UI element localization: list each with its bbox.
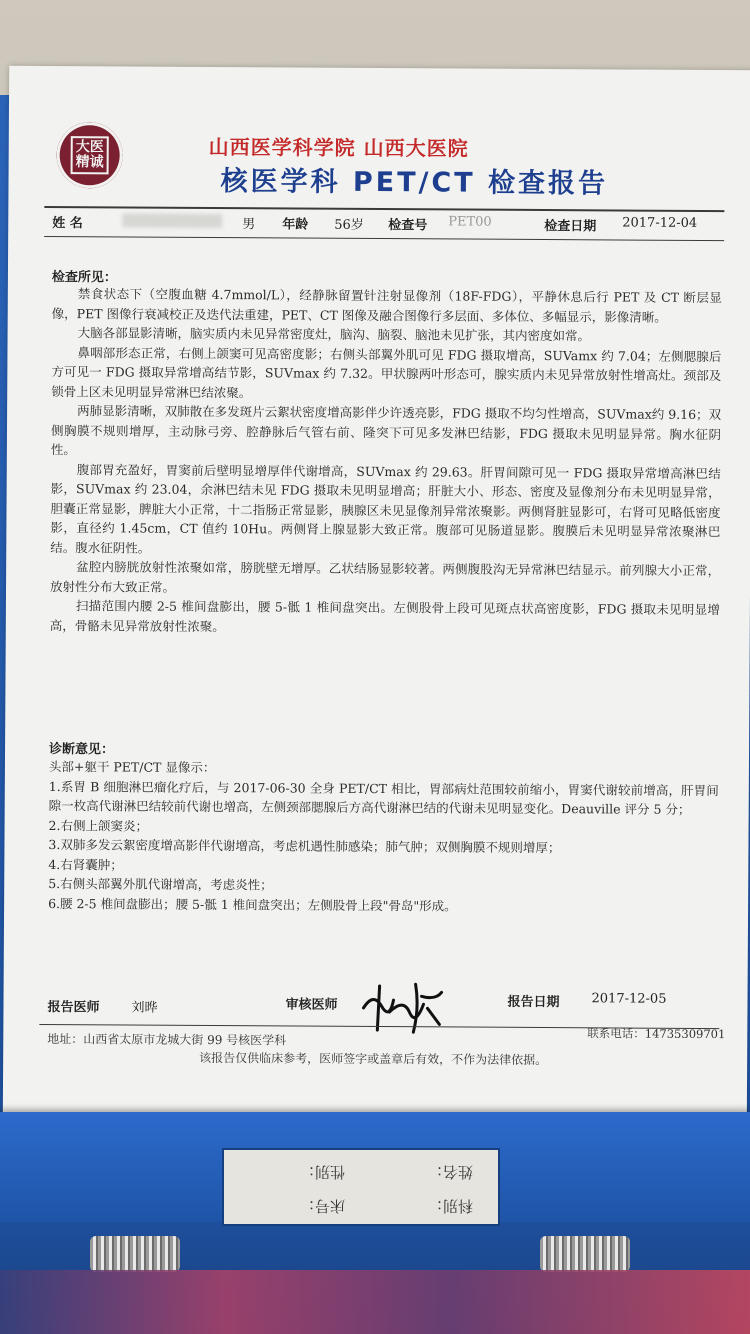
reviewer-label: 审核医师 [285,997,338,1013]
report-date-value: 2017-12-05 [591,991,667,1007]
diagnosis-item: 3.双肺多发云絮密度增高影伴代谢增高，考虑机遇性肺感染；肺气肿；双侧胸膜不规则增厚； [48,836,561,856]
hospital-phone: 联系电话：14735309701 [587,1026,726,1042]
hospital-name: 山西医学科学院 山西大医院 [208,134,469,161]
fabric-background [0,1270,750,1334]
exam-no-label: 检查号 [388,218,428,234]
diagnosis-item: 1.系胃 B 细胞淋巴瘤化疗后，与 2017-06-30 全身 PET/CT 相比，胃部病灶范围较前缩小，胃窦代谢较前增高，肝胃间隙一枚高代谢淋巴结较前代谢也增高，左侧颈部腮腺后方高代谢淋巴结的代谢未见明显变化。Deauville 评分 5 分； [48,778,719,817]
report-paper [3,66,750,1123]
age-value: 56岁 [334,217,364,233]
report-date-label: 报告日期 [507,994,560,1011]
age-label: 年龄 [282,217,309,233]
doctor-name: 刘晔 [131,1000,158,1016]
findings-heading: 检查所见： [51,270,117,286]
diagnosis-item: 4.右肾囊肿； [48,856,123,872]
report-title: 核医学科 PET/CT 检查报告 [220,166,609,200]
findings-paragraph: 盆腔内膀胱放射性浓聚如常，膀胱壁无增厚。乙状结肠显影较著。两侧腹股沟无异常淋巴结显示。前列腺大小正常，放射性分布大致正常。 [49,559,721,595]
report-disclaimer: 该报告仅供临床参考，医师签字或盖章后有效，不作为法律依据。 [199,1050,548,1068]
diagnosis-body [48,757,719,917]
name-label: 姓 名 [52,216,83,232]
header-divider [44,206,724,212]
clipboard-label-window [222,1148,500,1226]
diagnosis-item: 2.右侧上颌窦炎； [48,817,149,834]
name-value-redacted [122,212,222,228]
exam-date-label: 检查日期 [544,219,597,235]
findings-paragraph: 两肺显影清晰，双肺散在多发斑片云絮状密度增高影伴少许透亮影，FDG 摄取不均匀性增高，SUVmax约 9.16；双侧胸膜不规则增厚，主动脉弓旁、腔静脉后气管右前、隆突下可见多发淋巴结影，FDG 摄取未见明显异常。胸水征阴性。 [50,403,722,458]
clip-label-bed: 床号： [300,1197,346,1215]
clipboard-spring-right [540,1236,630,1272]
diagnosis-item: 5.右侧头部翼外肌代谢增高，考虑炎性； [48,875,273,893]
findings-paragraph: 禁食状态下（空腹血糖 4.7mmol/L），经静脉留置针注射显像剂（18F-FDG），平静休息后行 PET 及 CT 断层显像，PET 图像行衰减校正及迭代法重建，PET、CT 图像及融合图像行多层面、多体位、多幅显示，影像清晰。 [51,286,722,325]
doctor-label: 报告医师 [47,999,100,1016]
sex-value: 男 [242,217,256,233]
findings-paragraph: 鼻咽部形态正常，右侧上颌窦可见高密度影；右侧头部翼外肌可见 FDG 摄取增高，SUVamx 约 7.04；左侧腮腺后方可见一 FDG 摄取异常增高结节影，SUVmax 约 7.32。甲状腺两叶形态可，腺实质内未见异常放射性增高灶。颈部及锁骨上区未见明显异常淋巴结浓聚。 [51,344,722,400]
hospital-logo [56,122,122,188]
diagnosis-heading: 诊断意见： [48,741,115,758]
clip-label-name: 姓名： [428,1163,474,1181]
findings-paragraph: 大脑各部显影清晰，脑实质内未见异常密度灶，脑沟、脑裂、脑池未见扩张，其内密度如常。 [77,325,591,344]
clip-label-sex: 性别： [300,1163,346,1181]
patient-info-row [52,212,732,238]
findings-paragraph: 扫描范围内腰 2-5 椎间盘膨出，腰 5-骶 1 椎间盘突出。左侧股骨上段可见斑点状高密度影，FDG 摄取未见明显增高，骨骼未见异常放射性浓聚。 [49,598,720,634]
findings-body [50,284,722,639]
clipboard-spring-left [90,1236,180,1272]
diagnosis-intro: 头部+躯干 PET/CT 显像示： [48,758,216,776]
exam-no-value: PET00 [448,214,492,230]
clip-label-dept: 科别： [428,1197,474,1215]
diagnosis-item: 6.腰 2-5 椎间盘膨出；腰 5-骶 1 椎间盘突出；左侧股骨上段"骨岛"形成。 [48,895,457,913]
findings-paragraph: 腹部胃充盈好，胃窦前后壁明显增厚伴代谢增高，SUVmax 约 29.63。肝胃间隙可见一 FDG 摄取异常增高淋巴结影，SUVmax 约 23.04，余淋巴结未见 FDG 摄取未见明显增高；肝脏大小、形态、密度及显像剂分布未见明显异常，胆囊正常显影，脾脏大小正常，十二指肠正常显影，胰腺区未见显像剂异常浓聚影。两侧肾脏显影可，右肾可见略低密度影，直径约 1.45cm，CT 值约 10Hu。两侧肾上腺显影大致正常。腹部可见肠道显影。腹膜后未见明显异常浓聚淋巴结。腹水征阴性。 [50,461,721,556]
hospital-address: 地址：山西省太原市龙城大街 99 号核医学科 [47,1031,287,1048]
exam-date-value: 2017-12-04 [622,215,698,231]
logo-text: 大医精诚 [71,136,109,174]
